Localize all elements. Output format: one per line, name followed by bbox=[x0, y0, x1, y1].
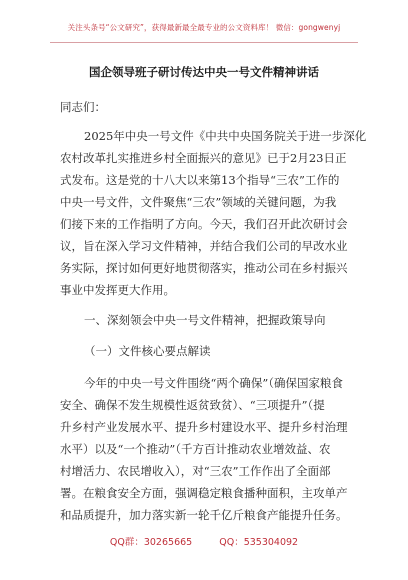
paragraph2-line: 村增活力、农民增收入），对“三农”工作作出了全面部 bbox=[60, 464, 331, 478]
paragraph1-line: 农村改革扎实推进乡村全面振兴的意见》已于2月23日正 bbox=[60, 151, 347, 165]
paragraph1-line: 中央一号文件，文件聚焦“三农”领域的关键问题，为我 bbox=[60, 195, 337, 209]
paragraph2-line: 水平）以及“一个推动”（千方百计推动农业增效益、农 bbox=[60, 442, 331, 456]
header-promo-text: 关注头条号“公文研究”，获得最新最全最专业的公文资料库！ 微信：gongwenyj bbox=[67, 23, 341, 32]
paragraph2-line: 安全、确保不发生规模性返贫致贫）、“三项提升”（提 bbox=[60, 398, 325, 412]
header-divider bbox=[50, 42, 358, 43]
paragraph1-line: 式发布。这是党的十八大以来第13个指导“三农”工作的 bbox=[60, 173, 340, 187]
subsection1-heading: （一）文件核心要点解读 bbox=[84, 344, 211, 358]
salutation: 同志们： bbox=[60, 100, 106, 114]
section1-heading: 一、深刻领会中央一号文件精神，把握政策导向 bbox=[84, 313, 326, 327]
document-title: 国企领导班子研讨传达中央一号文件精神讲话 bbox=[89, 65, 319, 79]
paragraph1-line: 议，旨在深入学习文件精神，并结合我们公司的早改水业 bbox=[60, 239, 348, 253]
paragraph2-line: 和品质提升，加力落实新一轮千亿斤粮食产能提升任务。 bbox=[60, 508, 348, 522]
paragraph1-line: 务实际，探讨如何更好地贯彻落实，推动公司在乡村振兴 bbox=[60, 261, 348, 275]
paragraph2-line: 今年的中央一号文件围绕“两个确保”（确保国家粮食 bbox=[84, 376, 344, 390]
footer-contact bbox=[0, 534, 408, 548]
paragraph1-line: 2025年中央一号文件《中共中央国务院关于进一步深化 bbox=[84, 129, 367, 143]
paragraph1-line: 们接下来的工作指明了方向。今天，我们召开此次研讨会 bbox=[60, 217, 348, 231]
paragraph2-line: 升乡村产业发展水平、提升乡村建设水平、提升乡村治理 bbox=[60, 420, 348, 434]
paragraph1-line: 事业中发挥更大作用。 bbox=[60, 283, 175, 297]
footer-qq: QQ：535304092 bbox=[219, 537, 299, 548]
footer-qq-group: QQ群：30265665 bbox=[109, 537, 193, 548]
paragraph2-line: 署。在粮食安全方面，强调稳定粮食播种面积，主攻单产 bbox=[60, 486, 348, 500]
